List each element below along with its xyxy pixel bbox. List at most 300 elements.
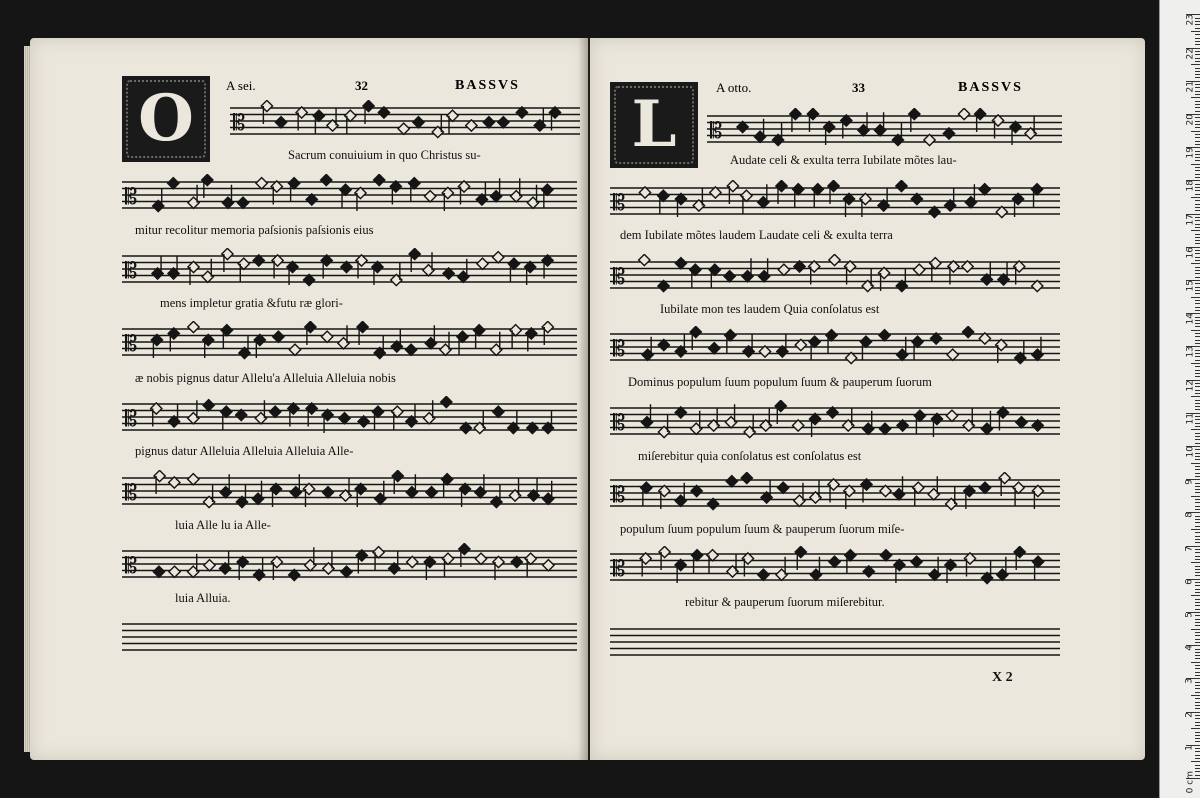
ruler-tick bbox=[1195, 426, 1200, 427]
ruler-tick bbox=[1195, 439, 1200, 440]
ruler-tick bbox=[1195, 639, 1200, 640]
note-head bbox=[758, 569, 769, 580]
note-head bbox=[543, 560, 554, 571]
ruler-tick bbox=[1195, 210, 1200, 211]
note-head bbox=[483, 117, 494, 128]
ruler-tick bbox=[1195, 635, 1200, 636]
ruler-tick bbox=[1195, 28, 1200, 29]
ruler-number: 10 bbox=[1185, 446, 1195, 458]
ruler-tick bbox=[1195, 343, 1200, 344]
ruler-tick bbox=[1191, 230, 1200, 231]
ruler-tick bbox=[1195, 250, 1200, 251]
staff-lines bbox=[610, 326, 1060, 368]
right-staff-empty bbox=[610, 621, 1060, 663]
ruler-tick bbox=[1195, 54, 1200, 55]
staff-lines bbox=[707, 108, 1062, 150]
ruler-tick bbox=[1195, 453, 1200, 454]
ruler-tick bbox=[1195, 725, 1200, 726]
right-lyric-4: Dominus populum ſuum populum ſuum & pauperum ſuorum bbox=[628, 375, 932, 389]
staff-lines bbox=[610, 472, 1060, 514]
ruler-tick bbox=[1195, 243, 1200, 244]
staff-lines bbox=[122, 543, 577, 585]
note-head bbox=[289, 344, 300, 355]
measuring-ruler bbox=[1159, 0, 1200, 798]
left-lyric-2: mitur recolitur memoria paſsionis paſsionis eius bbox=[135, 223, 374, 237]
ruler-tick bbox=[1195, 755, 1200, 756]
ruler-number: 9 bbox=[1185, 479, 1195, 485]
ruler-tick bbox=[1195, 536, 1200, 537]
ruler-tick bbox=[1191, 629, 1200, 630]
ruler-tick bbox=[1191, 131, 1200, 132]
note-head bbox=[493, 406, 504, 417]
note-head bbox=[958, 108, 969, 119]
ruler-tick bbox=[1195, 107, 1200, 108]
ruler-number: 16 bbox=[1185, 246, 1195, 259]
note-head bbox=[321, 331, 332, 342]
clef-icon: 𝄡 bbox=[613, 483, 626, 508]
ruler-tick bbox=[1195, 34, 1200, 35]
ruler-tick bbox=[1195, 619, 1200, 620]
ruler-tick bbox=[1195, 682, 1200, 683]
note-head bbox=[778, 482, 789, 493]
ruler-tick bbox=[1195, 386, 1200, 387]
ruler-tick bbox=[1195, 419, 1200, 420]
ruler-tick bbox=[1195, 356, 1200, 357]
left-staff-4 bbox=[122, 321, 577, 363]
ruler-number: 4 bbox=[1185, 645, 1195, 651]
ruler-tick bbox=[1191, 529, 1200, 530]
ruler-tick bbox=[1195, 483, 1200, 484]
left-lyric-1: Sacrum conuiuium in quo Christus su- bbox=[288, 148, 481, 162]
right-staff-7 bbox=[610, 546, 1060, 588]
ruler-tick bbox=[1195, 287, 1200, 288]
left-staff-2 bbox=[122, 174, 577, 216]
ruler-tick bbox=[1195, 502, 1200, 503]
ruler-tick bbox=[1195, 383, 1200, 384]
ruler-tick bbox=[1191, 496, 1200, 497]
ruler-tick bbox=[1195, 91, 1200, 92]
ruler-tick bbox=[1195, 476, 1200, 477]
right-staff-4 bbox=[610, 326, 1060, 368]
ruler-tick bbox=[1195, 217, 1200, 218]
note-head bbox=[962, 326, 973, 337]
ruler-tick bbox=[1195, 240, 1200, 241]
ruler-tick bbox=[1195, 632, 1200, 633]
ruler-tick bbox=[1195, 204, 1200, 205]
ruler-tick bbox=[1195, 234, 1200, 235]
note-head bbox=[374, 174, 385, 185]
ruler-tick bbox=[1195, 270, 1200, 271]
ruler-tick bbox=[1195, 227, 1200, 228]
ruler-tick bbox=[1195, 390, 1200, 391]
note-head bbox=[169, 566, 180, 577]
ruler-tick bbox=[1195, 277, 1200, 278]
ruler-tick bbox=[1195, 552, 1200, 553]
right-lyric-2: dem Iubilate mõtes laudem Laudate celi & exulta terra bbox=[620, 228, 893, 242]
signature-mark: X 2 bbox=[992, 670, 1013, 685]
ruler-number: 3 bbox=[1185, 678, 1195, 685]
left-lyric-6: luia Alle lu ia Alle- bbox=[175, 518, 271, 532]
staff-lines bbox=[610, 400, 1060, 442]
ruler-tick bbox=[1195, 642, 1200, 643]
ruler-number: 20 bbox=[1185, 114, 1195, 126]
ruler-tick bbox=[1195, 366, 1200, 367]
ruler-tick bbox=[1195, 692, 1200, 693]
ruler-tick bbox=[1195, 549, 1200, 550]
ruler-tick bbox=[1191, 363, 1200, 364]
ruler-tick bbox=[1195, 509, 1200, 510]
ruler-tick bbox=[1195, 609, 1200, 610]
clef-icon: 𝄡 bbox=[613, 337, 626, 362]
ruler-tick bbox=[1195, 708, 1200, 709]
ruler-tick bbox=[1195, 360, 1200, 361]
ruler-tick bbox=[1195, 489, 1200, 490]
ruler-tick bbox=[1195, 443, 1200, 444]
note-head bbox=[188, 321, 199, 332]
ruler-number: 23 bbox=[1185, 14, 1195, 26]
ruler-tick bbox=[1195, 333, 1200, 334]
ruler-tick bbox=[1195, 307, 1200, 308]
note-head bbox=[1016, 417, 1027, 428]
ruler-tick bbox=[1195, 190, 1200, 191]
ruler-tick bbox=[1195, 532, 1200, 533]
left-staff-7 bbox=[122, 543, 577, 585]
ruler-number: 8 bbox=[1185, 512, 1195, 519]
ruler-tick bbox=[1195, 559, 1200, 560]
ruler-tick bbox=[1195, 409, 1200, 410]
ruler-tick bbox=[1195, 741, 1200, 742]
note-head bbox=[203, 400, 214, 411]
right-mode-label: A otto. bbox=[716, 80, 752, 95]
ruler-tick bbox=[1191, 297, 1200, 298]
ruler-tick bbox=[1195, 160, 1200, 161]
note-head bbox=[979, 482, 990, 493]
note-head bbox=[413, 117, 424, 128]
ruler-number: 15 bbox=[1185, 280, 1195, 292]
ruler-tick bbox=[1195, 665, 1200, 666]
ruler-tick bbox=[1195, 84, 1200, 85]
clef-icon: 𝄡 bbox=[613, 191, 626, 216]
ruler-tick bbox=[1195, 224, 1200, 225]
ruler-tick bbox=[1195, 403, 1200, 404]
note-head bbox=[778, 264, 789, 275]
ruler-tick bbox=[1195, 655, 1200, 656]
note-head bbox=[829, 254, 840, 265]
ruler-tick bbox=[1195, 649, 1200, 650]
right-lyric-5: miſerebitur quia conſolatus est conſolatus est bbox=[638, 449, 862, 463]
ruler-tick bbox=[1195, 104, 1200, 105]
ruler-number: 13 bbox=[1185, 346, 1195, 358]
ruler-tick bbox=[1195, 326, 1200, 327]
ruler-tick bbox=[1191, 97, 1200, 98]
ruler-tick bbox=[1195, 111, 1200, 112]
ruler-number: 6 bbox=[1185, 578, 1195, 585]
note-head bbox=[153, 566, 164, 577]
left-staff-6 bbox=[122, 470, 577, 512]
ruler-tick bbox=[1195, 732, 1200, 733]
ruler-tick bbox=[1195, 771, 1200, 772]
left-staff-empty bbox=[122, 616, 577, 658]
note-head bbox=[947, 349, 958, 360]
ruler-tick bbox=[1195, 436, 1200, 437]
staff-lines bbox=[122, 174, 577, 216]
note-head bbox=[639, 254, 650, 265]
note-head bbox=[911, 556, 922, 567]
ruler-tick bbox=[1191, 695, 1200, 696]
ruler-tick bbox=[1195, 154, 1200, 155]
left-lyric-7: luia Alluia. bbox=[175, 591, 231, 605]
clef-icon: 𝄡 bbox=[710, 119, 723, 144]
ruler-tick bbox=[1195, 652, 1200, 653]
ruler-tick bbox=[1195, 698, 1200, 699]
ruler-tick bbox=[1195, 705, 1200, 706]
ruler-tick bbox=[1195, 194, 1200, 195]
note-head bbox=[341, 566, 352, 577]
clef-icon: 𝄡 bbox=[125, 185, 138, 210]
note-head bbox=[275, 117, 286, 128]
ruler-tick bbox=[1195, 293, 1200, 294]
staff-lines bbox=[230, 100, 580, 142]
note-head bbox=[896, 180, 907, 191]
ruler-number: 12 bbox=[1185, 379, 1195, 392]
ruler-tick bbox=[1195, 469, 1200, 470]
note-head bbox=[493, 252, 504, 263]
ruler-tick bbox=[1195, 300, 1200, 301]
staff-lines bbox=[122, 470, 577, 512]
ruler-tick bbox=[1195, 738, 1200, 739]
ruler-tick bbox=[1195, 320, 1200, 321]
left-page-number: 32 bbox=[355, 78, 368, 93]
ruler-tick bbox=[1195, 423, 1200, 424]
ruler-tick bbox=[1195, 765, 1200, 766]
right-lyric-1: Audate celi & exulta terra Iubilate mõtes lau- bbox=[730, 153, 957, 167]
right-lyric-3: Iubilate mon tes laudem Quia conſolatus est bbox=[660, 302, 880, 316]
ruler-tick bbox=[1195, 353, 1200, 354]
ruler-tick bbox=[1195, 137, 1200, 138]
clef-icon: 𝄡 bbox=[613, 557, 626, 582]
ruler-tick bbox=[1195, 303, 1200, 304]
ruler-tick bbox=[1195, 77, 1200, 78]
ruler-number: 22 bbox=[1185, 47, 1195, 60]
ruler-tick bbox=[1195, 499, 1200, 500]
ruler-tick bbox=[1195, 184, 1200, 185]
ruler-tick bbox=[1195, 267, 1200, 268]
ruler-tick bbox=[1195, 566, 1200, 567]
staff-lines bbox=[610, 254, 1060, 296]
ruler-number: 2 bbox=[1185, 711, 1195, 718]
ruler-tick bbox=[1195, 207, 1200, 208]
ruler-tick bbox=[1195, 675, 1200, 676]
ruler-tick bbox=[1195, 237, 1200, 238]
ruler-tick bbox=[1195, 257, 1200, 258]
note-head bbox=[498, 117, 509, 128]
note-head bbox=[477, 258, 488, 269]
note-head bbox=[709, 343, 720, 354]
ruler-tick bbox=[1195, 260, 1200, 261]
ruler-tick bbox=[1195, 141, 1200, 142]
ruler-tick bbox=[1195, 775, 1200, 776]
ruler-tick bbox=[1195, 350, 1200, 351]
note-head bbox=[322, 487, 333, 498]
ruler-tick bbox=[1195, 473, 1200, 474]
ruler-tick bbox=[1195, 702, 1200, 703]
ruler-tick bbox=[1191, 64, 1200, 65]
ruler-tick bbox=[1195, 751, 1200, 752]
ruler-tick bbox=[1195, 569, 1200, 570]
left-lyric-4: æ nobis pignus datur Allelu'a Alleluia Alleluia nobis bbox=[135, 371, 396, 385]
ruler-tick bbox=[1195, 187, 1200, 188]
ruler-tick bbox=[1195, 18, 1200, 19]
right-staff-5 bbox=[610, 400, 1060, 442]
ruler-tick bbox=[1195, 124, 1200, 125]
ruler-tick bbox=[1191, 330, 1200, 331]
note-head bbox=[475, 553, 486, 564]
left-lyric-5: pignus datur Alleluia Alleluia Alleluia Alle- bbox=[135, 444, 354, 458]
ruler-number: 1 bbox=[1185, 744, 1195, 751]
ruler-tick bbox=[1195, 685, 1200, 686]
staff-lines bbox=[610, 621, 1060, 663]
note-head bbox=[398, 123, 409, 134]
ruler-tick bbox=[1195, 117, 1200, 118]
ruler-tick bbox=[1195, 87, 1200, 88]
right-staff-3 bbox=[610, 254, 1060, 296]
ruler-tick bbox=[1195, 323, 1200, 324]
ruler-tick bbox=[1195, 622, 1200, 623]
ruler-number: 17 bbox=[1185, 213, 1195, 226]
ruler-tick bbox=[1195, 310, 1200, 311]
ruler-tick bbox=[1195, 144, 1200, 145]
note-head bbox=[339, 413, 350, 424]
note-head bbox=[188, 474, 199, 485]
note-head bbox=[273, 331, 284, 342]
right-lyric-6: populum ſuum populum ſuum & pauperum ſuorum miſe- bbox=[620, 522, 905, 536]
ruler-tick bbox=[1195, 556, 1200, 557]
ruler-number: 11 bbox=[1185, 412, 1195, 425]
ruler-tick bbox=[1195, 376, 1200, 377]
clef-icon: 𝄡 bbox=[613, 265, 626, 290]
ruler-tick bbox=[1195, 456, 1200, 457]
ruler-unit-label: 0 cm bbox=[1185, 771, 1195, 794]
ruler-tick bbox=[1195, 200, 1200, 201]
note-head bbox=[879, 423, 890, 434]
ruler-tick bbox=[1195, 38, 1200, 39]
ruler-tick bbox=[1195, 177, 1200, 178]
ruler-tick bbox=[1195, 658, 1200, 659]
note-head bbox=[979, 184, 990, 195]
ruler-tick bbox=[1195, 672, 1200, 673]
decorated-initial-left: O bbox=[122, 76, 210, 162]
right-staff-1 bbox=[707, 108, 1062, 150]
ruler-tick bbox=[1195, 599, 1200, 600]
ruler-tick bbox=[1195, 406, 1200, 407]
right-lyric-7: rebitur & pauperum ſuorum miſerebitur. bbox=[685, 595, 885, 609]
ruler-tick bbox=[1195, 151, 1200, 152]
ruler-tick bbox=[1195, 625, 1200, 626]
ruler-number: 21 bbox=[1185, 80, 1195, 93]
ruler-tick bbox=[1195, 121, 1200, 122]
ruler-tick bbox=[1195, 167, 1200, 168]
ruler-tick bbox=[1195, 592, 1200, 593]
ruler-number: 14 bbox=[1185, 313, 1195, 325]
note-head bbox=[204, 560, 215, 571]
ruler-tick bbox=[1195, 735, 1200, 736]
ruler-number: 7 bbox=[1185, 545, 1195, 552]
ruler-tick bbox=[1195, 668, 1200, 669]
ruler-tick bbox=[1195, 94, 1200, 95]
clef-icon: 𝄡 bbox=[125, 407, 138, 432]
note-head bbox=[426, 487, 437, 498]
ruler-tick bbox=[1191, 164, 1200, 165]
staff-lines bbox=[122, 248, 577, 290]
ruler-tick bbox=[1195, 373, 1200, 374]
ruler-tick bbox=[1195, 572, 1200, 573]
note-head bbox=[270, 406, 281, 417]
note-head bbox=[168, 178, 179, 189]
ruler-tick bbox=[1195, 370, 1200, 371]
left-part-name: BASSVS bbox=[455, 78, 520, 93]
note-head bbox=[321, 174, 332, 185]
ruler-tick bbox=[1195, 41, 1200, 42]
right-staff-6 bbox=[610, 472, 1060, 514]
ruler-tick bbox=[1195, 74, 1200, 75]
clef-icon: 𝄡 bbox=[125, 332, 138, 357]
ruler-tick bbox=[1191, 429, 1200, 430]
right-page-number: 33 bbox=[852, 80, 865, 95]
right-part-name: BASSVS bbox=[958, 80, 1023, 95]
left-lyric-3: mens impletur gratia &futu ræ glori- bbox=[160, 296, 343, 310]
ruler-tick bbox=[1195, 393, 1200, 394]
ruler-tick bbox=[1195, 486, 1200, 487]
left-staff-1 bbox=[230, 100, 580, 142]
left-page bbox=[30, 38, 588, 760]
ruler-tick bbox=[1195, 44, 1200, 45]
ruler-number: 5 bbox=[1185, 612, 1195, 618]
left-mode-label: A sei. bbox=[226, 78, 256, 93]
ruler-tick bbox=[1195, 718, 1200, 719]
ruler-tick bbox=[1191, 463, 1200, 464]
open-book bbox=[30, 38, 1145, 760]
note-head bbox=[914, 264, 925, 275]
note-head bbox=[405, 344, 416, 355]
note-head bbox=[879, 330, 890, 341]
ruler-tick bbox=[1195, 24, 1200, 25]
ruler-tick bbox=[1195, 715, 1200, 716]
ruler-tick bbox=[1191, 662, 1200, 663]
ruler-tick bbox=[1195, 506, 1200, 507]
staff-lines bbox=[610, 546, 1060, 588]
ruler-tick bbox=[1195, 170, 1200, 171]
ruler-tick bbox=[1195, 416, 1200, 417]
ruler-tick bbox=[1195, 585, 1200, 586]
note-head bbox=[724, 271, 735, 282]
ruler-tick bbox=[1195, 768, 1200, 769]
note-head bbox=[425, 191, 436, 202]
ruler-number: 18 bbox=[1185, 180, 1195, 192]
ruler-tick bbox=[1195, 101, 1200, 102]
ruler-tick bbox=[1195, 21, 1200, 22]
ruler-tick bbox=[1195, 336, 1200, 337]
ruler-tick bbox=[1195, 466, 1200, 467]
clef-icon: 𝄡 bbox=[233, 111, 246, 136]
ruler-tick bbox=[1191, 263, 1200, 264]
ruler-tick bbox=[1195, 58, 1200, 59]
ruler-tick bbox=[1195, 589, 1200, 590]
ruler-tick bbox=[1195, 722, 1200, 723]
ruler-tick bbox=[1195, 615, 1200, 616]
ruler-tick bbox=[1195, 51, 1200, 52]
ruler-tick bbox=[1195, 340, 1200, 341]
note-head bbox=[741, 472, 752, 483]
